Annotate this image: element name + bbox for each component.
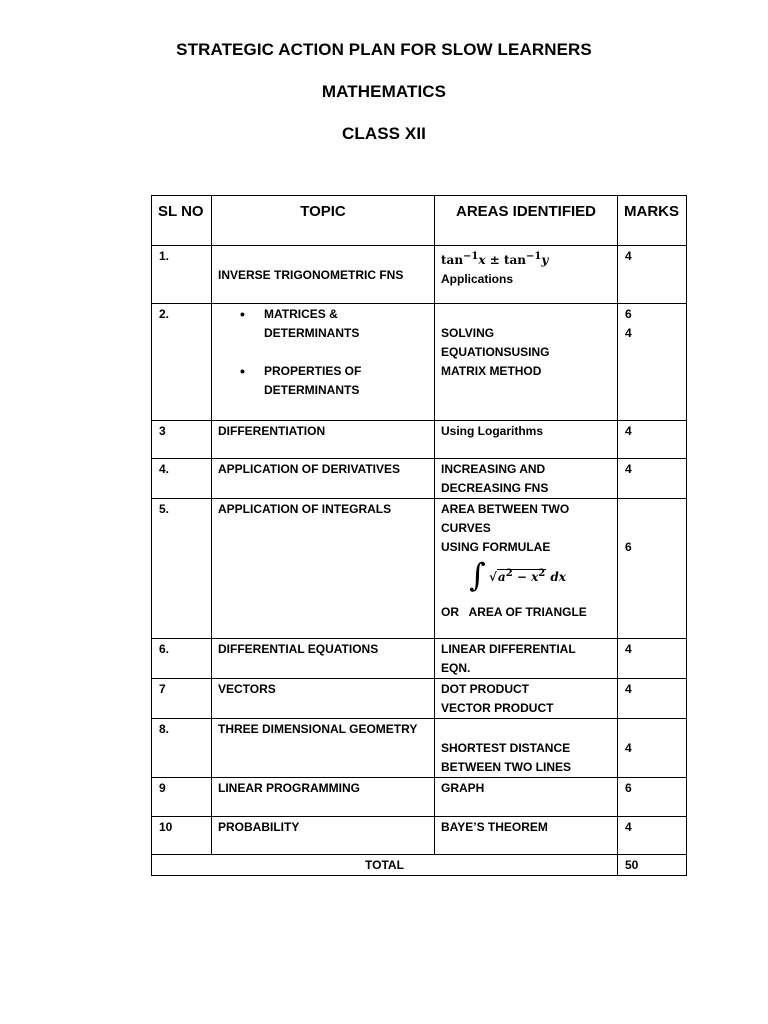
topic-cell: LINEAR PROGRAMMING — [212, 778, 435, 817]
marks-cell: 4 — [618, 246, 687, 304]
areas-cell: INCREASING AND DECREASING FNS — [435, 459, 618, 499]
document-title: STRATEGIC ACTION PLAN FOR SLOW LEARNERS — [176, 40, 592, 59]
topic-cell: PROBABILITY — [212, 817, 435, 855]
sl-no-cell: 3 — [152, 421, 212, 459]
marks-cell: 6 — [618, 499, 687, 639]
areas-cell: GRAPH — [435, 778, 618, 817]
sl-no-cell: 8. — [152, 719, 212, 778]
total-marks: 50 — [618, 855, 687, 876]
integral-sign: ∫ — [469, 556, 486, 594]
sqrt-expression: $√a^2 - x^2$ dx — [489, 567, 566, 584]
integral-formula — [441, 556, 617, 603]
table-row — [152, 639, 687, 679]
area-text: SOLVING EQUATIONSUSING MATRIX METHOD — [441, 326, 550, 378]
sl-no-cell: 9 — [152, 778, 212, 817]
total-row — [152, 855, 687, 876]
areas-cell: DOT PRODUCT VECTOR PRODUCT — [435, 679, 618, 719]
subject-heading: MATHEMATICS — [321, 82, 447, 101]
header-sl-no: SL NO — [152, 196, 212, 246]
topic-cell — [212, 304, 435, 421]
sl-no-cell: 10 — [152, 817, 212, 855]
areas-cell: SHORTEST DISTANCE BETWEEN TWO LINES — [435, 719, 618, 778]
topic-cell: VECTORS — [212, 679, 435, 719]
bullet-text: PROPERTIES OF DETERMINANTS — [264, 364, 362, 397]
marks-cell: 4 — [618, 719, 687, 778]
topic-cell: DIFFERENTIATION — [212, 421, 435, 459]
bullet-icon: • — [240, 306, 245, 322]
bullet-item — [218, 362, 434, 400]
header-marks: MARKS — [618, 196, 687, 246]
class-heading: CLASS XII — [341, 124, 427, 143]
areas-cell: AREA BETWEEN TWO CURVES USING FORMULAE ∫ $√a^2 - x^2$ dx OR AREA OF TRIANGLE — [435, 499, 618, 639]
marks-cell: 4 — [618, 459, 687, 499]
header-areas-identified: AREAS IDENTIFIED — [435, 196, 618, 246]
table-row — [152, 499, 687, 639]
topic-cell: THREE DIMENSIONAL GEOMETRY — [212, 719, 435, 778]
marks-cell: 4 — [618, 679, 687, 719]
table-row — [152, 459, 687, 499]
sl-no-cell: 2. — [152, 304, 212, 421]
header-topic: TOPIC — [212, 196, 435, 246]
bullet-icon: • — [240, 363, 245, 379]
marks-cell: 6 — [618, 778, 687, 817]
table-row — [152, 719, 687, 778]
areas-cell — [435, 246, 618, 304]
areas-cell: Using Logarithms — [435, 421, 618, 459]
sl-no-cell: 1. — [152, 246, 212, 304]
total-label: TOTAL — [152, 855, 618, 876]
table-row — [152, 246, 687, 304]
table-row — [152, 421, 687, 459]
area-text: Applications — [441, 272, 514, 286]
topic-cell: APPLICATION OF INTEGRALS — [212, 499, 435, 639]
marks-cell: 4 — [618, 639, 687, 679]
topic-text: INVERSE TRIGONOMETRIC FNS — [218, 268, 404, 282]
marks-cell: 4 — [618, 421, 687, 459]
inverse-tan-formula: $\tan^{-1}x \pm \tan^{-1}y$ — [441, 251, 549, 267]
bullet-text: MATRICES & DETERMINANTS — [264, 307, 360, 340]
topic-cell: APPLICATION OF DERIVATIVES — [212, 459, 435, 499]
sl-no-cell: 4. — [152, 459, 212, 499]
area-text: OR AREA OF TRIANGLE — [441, 605, 587, 619]
topic-cell — [212, 246, 435, 304]
areas-cell: BAYE’S THEOREM — [435, 817, 618, 855]
sl-no-cell: 6. — [152, 639, 212, 679]
sl-no-cell: 7 — [152, 679, 212, 719]
areas-cell — [435, 304, 618, 421]
table-row — [152, 304, 687, 421]
table-row — [152, 778, 687, 817]
sl-no-cell: 5. — [152, 499, 212, 639]
bullet-item — [218, 305, 434, 343]
table-row — [152, 817, 687, 855]
action-plan-table — [151, 195, 687, 876]
table-header-row — [152, 196, 687, 246]
areas-cell: LINEAR DIFFERENTIAL EQN. — [435, 639, 618, 679]
table-row — [152, 679, 687, 719]
marks-cell: 4 — [618, 817, 687, 855]
marks-cell: 6 4 — [618, 304, 687, 421]
topic-cell: DIFFERENTIAL EQUATIONS — [212, 639, 435, 679]
